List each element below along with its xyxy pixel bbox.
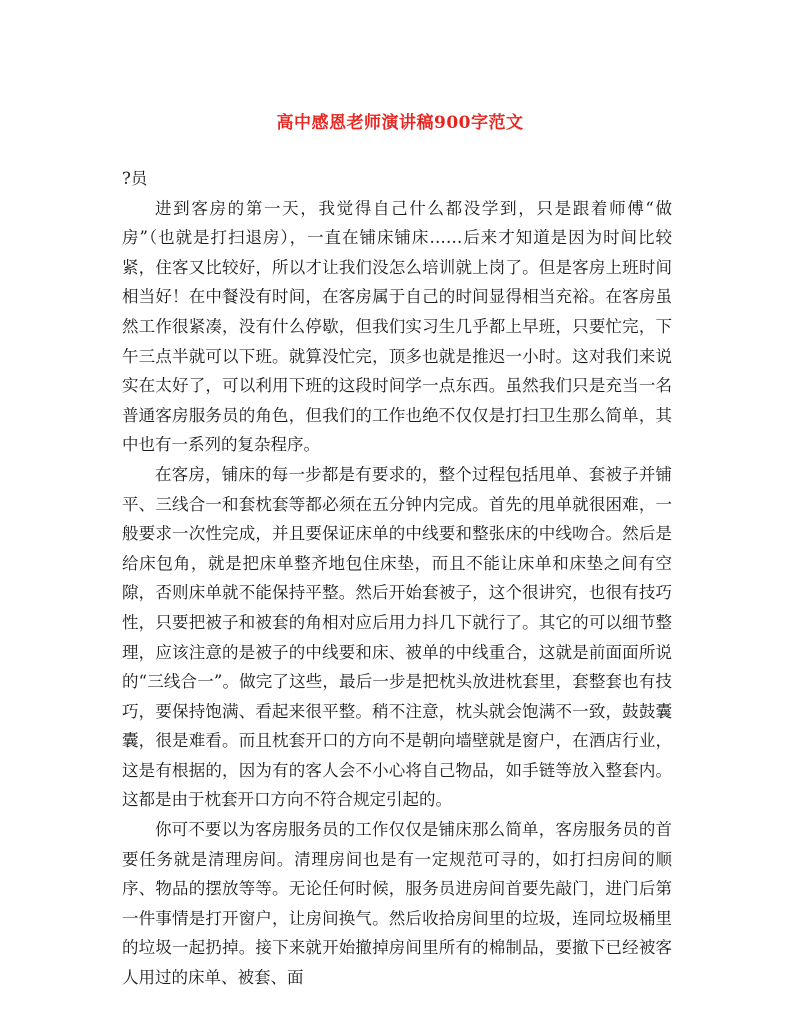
paragraph-3: 你可不要以为客房服务员的工作仅仅是铺床那么简单，客房服务员的首要任务就是清理房间。清理房间也是有一定规范可寻的，如打扫房间的顺序、物品的摆放等等。无论任何时候，服务员进房间首要先敲门，进门后第一件事情是打开窗户，让房间换气。然后收拾房间里的垃圾，连同垃圾桶里的垃圾一起扔掉。接下来就开始撤掉房间里所有的棉制品，要撤下已经被客人用过的床单、被套、面 xyxy=(122,820,672,988)
document-title: 高中感恩老师演讲稿900字范文 xyxy=(276,113,524,133)
paragraph-1: 进到客房的第一天，我觉得自己什么都没学到，只是跟着师傅“做房”（也就是打扫退房），一直在铺床铺床……后来才知道是因为时间比较紧，住客又比较好，所以才让我们没怎么培训就上岗了。但是客房上班时间相当好！在中餐没有时间，在客房属于自己的时间显得相当充裕。在客房虽然工作很紧凑，没有什么停歇，但我们实习生几乎都上早班，只要忙完，下午三点半就可以下班。就算没忙完，顶多也就是推迟一小时。这对我们来说实在太好了，可以利用下班的这段时间学一点东西。虽然我们只是充当一名普通客房服务员的角色，但我们的工作也绝不仅仅是打扫卫生那么简单，其中也有一系列的复杂程序。 xyxy=(122,198,672,455)
document-body xyxy=(122,164,672,993)
paragraph-2: 在客房，铺床的每一步都是有要求的，整个过程包括甩单、套被子并铺平、三线合一和套枕套等都必须在五分钟内完成。首先的甩单就很困难，一般要求一次性完成，并且要保证床单的中线要和整张床的中线吻合。然后是给床包角，就是把床单整齐地包住床垫，而且不能让床单和床垫之间有空隙，否则床单就不能保持平整。然后开始套被子，这个很讲究，也很有技巧性，只要把被子和被套的角相对应后用力抖几下就行了。其它的可以细节整理，应该注意的是被子的中线要和床、被单的中线重合，这就是前面面所说的“三线合一”。做完了这些，最后一步是把枕头放进枕套里，套整套也有技巧，要保持饱满、看起来很平整。稍不注意，枕头就会饱满不一致，鼓鼓囊囊，很是难看。而且枕套开口的方向不是朝向墙壁就是窗户，在酒店行业，这是有根据的，因为有的客人会不小心将自己物品，如手链等放入整套内。这都是由于枕套开口方向不符合规定引起的。 xyxy=(122,464,672,810)
section-label: ?员 xyxy=(122,169,148,188)
